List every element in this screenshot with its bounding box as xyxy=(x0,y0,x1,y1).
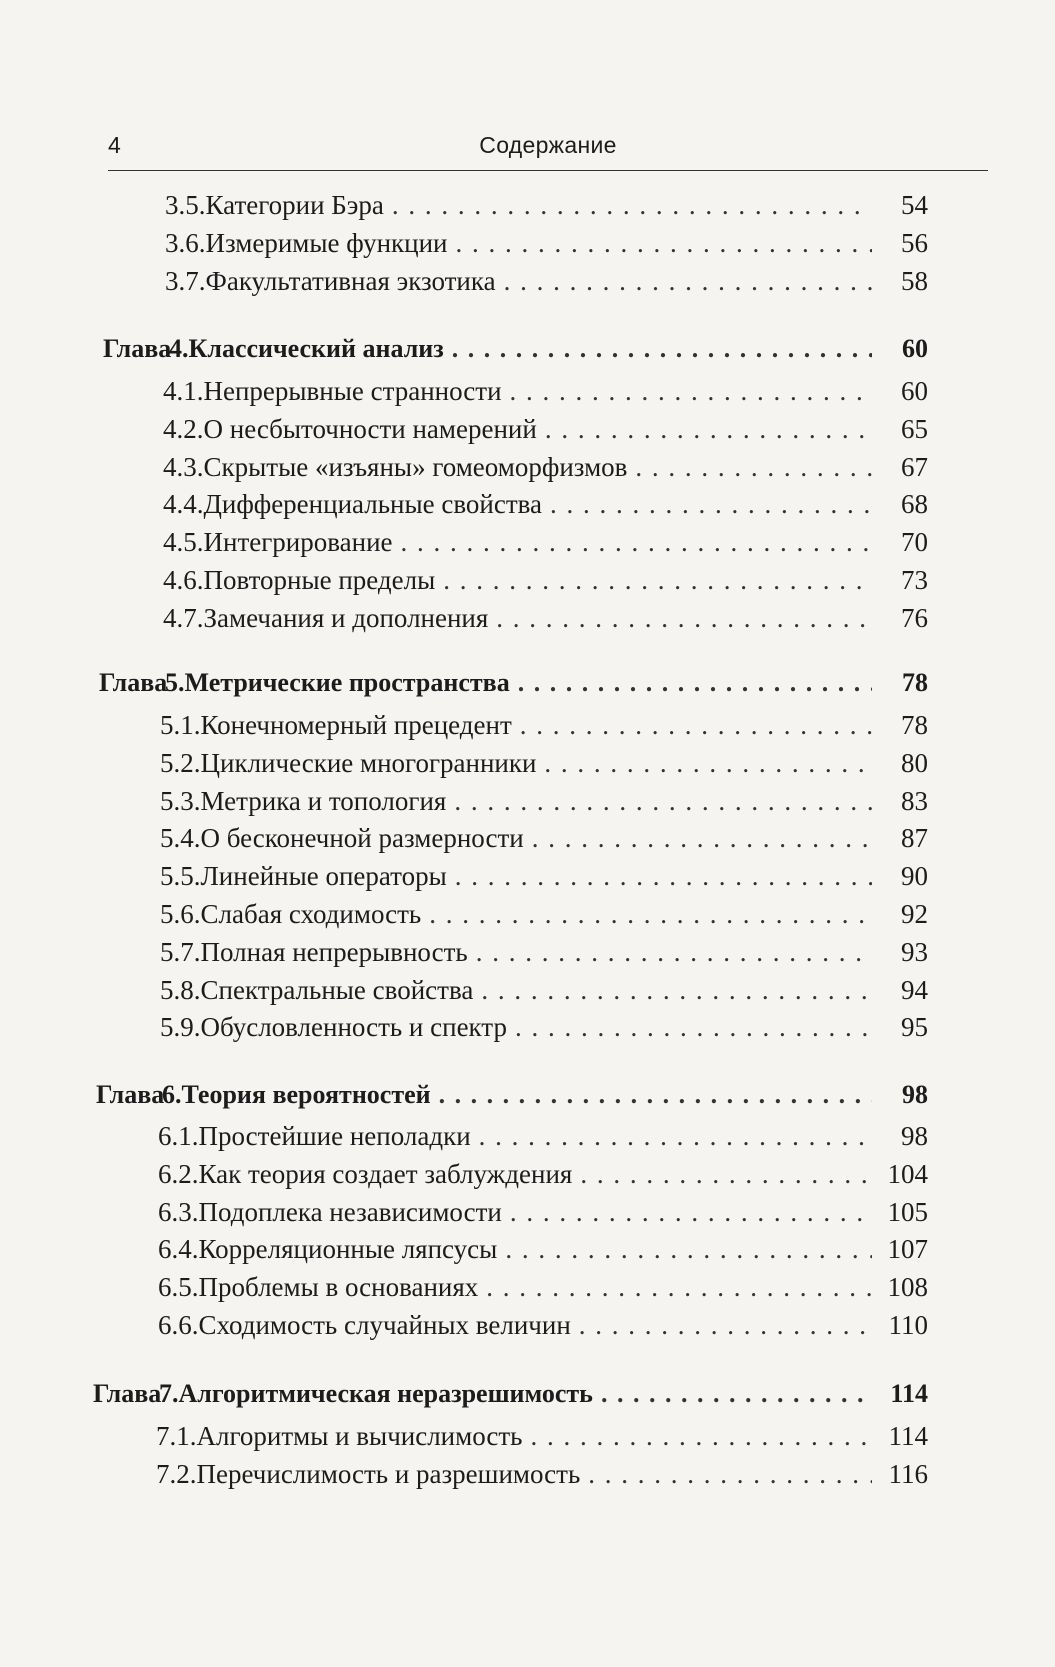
section-entry[interactable] xyxy=(165,190,928,226)
section-number: 5.6. xyxy=(160,899,201,929)
section-title: Сходимость случайных величин xyxy=(198,1310,571,1340)
dot-leader xyxy=(504,266,872,297)
section-entry[interactable] xyxy=(158,1234,928,1270)
dot-leader xyxy=(392,190,872,221)
section-entry[interactable] xyxy=(160,1012,928,1048)
section-entry[interactable] xyxy=(163,603,928,639)
section-entry[interactable] xyxy=(163,527,928,563)
section-page: 94 xyxy=(901,974,928,1005)
section-entry[interactable] xyxy=(163,452,928,488)
section-title: Скрытые «изъяны» гомеоморфизмов xyxy=(203,451,628,482)
section-page: 110 xyxy=(888,1310,928,1340)
section-title: Конечномерный прецедент xyxy=(200,710,512,740)
section-page: 78 xyxy=(901,710,928,740)
section-number: 6.5. xyxy=(158,1272,199,1303)
section-number: 3.7. xyxy=(165,265,206,296)
section-entry[interactable] xyxy=(163,489,928,525)
section-entry[interactable] xyxy=(160,899,928,935)
section-page: 92 xyxy=(901,899,928,929)
chapter-entry[interactable] xyxy=(103,334,928,370)
section-number: 4.6. xyxy=(163,565,204,595)
section-number: 5.8. xyxy=(160,974,201,1005)
section-number: 3.5. xyxy=(165,190,206,220)
dot-leader xyxy=(510,1197,872,1228)
section-title: О несбыточности намерений xyxy=(203,413,537,444)
section-title: Замечания и дополнения xyxy=(203,602,489,633)
section-title: Проблемы в основаниях xyxy=(198,1272,479,1303)
section-entry[interactable] xyxy=(160,975,928,1011)
chapter-title: Классический анализ xyxy=(188,334,444,363)
section-number: 7.2. xyxy=(156,1458,197,1489)
running-title: Содержание xyxy=(479,132,617,158)
section-number: 5.7. xyxy=(160,936,201,967)
section-number: 5.1. xyxy=(160,710,201,740)
section-title: Подоплека независимости xyxy=(198,1196,502,1227)
section-entry[interactable] xyxy=(160,861,928,897)
section-page: 116 xyxy=(888,1458,928,1489)
section-page: 58 xyxy=(901,265,928,296)
section-entry[interactable] xyxy=(160,937,928,973)
section-number: 4.2. xyxy=(163,413,204,444)
chapter-title: Теория вероятностей xyxy=(181,1080,431,1109)
section-entry[interactable] xyxy=(160,710,928,746)
section-title: Непрерывные странности xyxy=(203,376,502,406)
dot-leader xyxy=(510,376,872,407)
dot-leader xyxy=(505,1234,872,1265)
section-page: 98 xyxy=(901,1121,928,1151)
dot-leader xyxy=(454,786,872,817)
section-entry[interactable] xyxy=(158,1197,928,1233)
section-number: 5.2. xyxy=(160,747,201,778)
section-entry[interactable] xyxy=(163,565,928,601)
section-title: Дифференциальные свойства xyxy=(203,489,543,520)
section-page: 60 xyxy=(901,376,928,406)
dot-leader xyxy=(544,748,872,779)
section-entry[interactable] xyxy=(165,266,928,302)
section-page: 104 xyxy=(887,1158,928,1189)
dot-leader xyxy=(479,1121,872,1152)
section-title: Слабая сходимость xyxy=(200,899,422,929)
section-page: 67 xyxy=(901,451,928,482)
chapter-number: 7. xyxy=(159,1379,179,1408)
section-title: Как теория создает заблуждения xyxy=(198,1158,573,1189)
section-entry[interactable] xyxy=(158,1159,928,1195)
chapter-page: 78 xyxy=(902,668,928,697)
section-title: Алгоритмы и вычислимость xyxy=(196,1421,523,1451)
section-number: 6.2. xyxy=(158,1158,199,1189)
section-title: Измеримые функции xyxy=(205,227,448,258)
chapter-page: 98 xyxy=(902,1080,928,1109)
section-entry[interactable] xyxy=(158,1310,928,1346)
dot-leader xyxy=(518,668,872,698)
section-number: 4.1. xyxy=(163,376,204,406)
chapter-page: 114 xyxy=(890,1379,928,1408)
section-page: 56 xyxy=(901,227,928,258)
section-entry[interactable] xyxy=(160,748,928,784)
chapter-label: Глава xyxy=(96,1080,165,1109)
dot-leader xyxy=(579,1310,872,1341)
section-page: 73 xyxy=(901,565,928,595)
section-number: 7.1. xyxy=(156,1421,197,1451)
chapter-title: Алгоритмическая неразрешимость xyxy=(178,1379,593,1408)
section-title: Полная непрерывность xyxy=(200,936,468,967)
section-number: 5.9. xyxy=(160,1012,201,1043)
dot-leader xyxy=(588,1459,872,1490)
section-page: 108 xyxy=(887,1272,928,1303)
section-number: 6.1. xyxy=(158,1121,199,1151)
dot-leader xyxy=(530,1421,872,1452)
dot-leader xyxy=(443,565,872,596)
section-page: 93 xyxy=(901,936,928,967)
chapter-entry[interactable] xyxy=(96,1080,928,1116)
section-title: Спектральные свойства xyxy=(200,974,474,1005)
chapter-title: Метрические пространства xyxy=(184,668,510,697)
section-page: 114 xyxy=(888,1421,928,1451)
section-number: 4.3. xyxy=(163,451,204,482)
section-title: Перечислимость и разрешимость xyxy=(196,1458,581,1489)
section-page: 65 xyxy=(901,413,928,444)
section-page: 105 xyxy=(887,1196,928,1227)
section-page: 70 xyxy=(901,527,928,558)
section-number: 6.6. xyxy=(158,1310,199,1340)
section-entry[interactable] xyxy=(158,1121,928,1157)
section-entry[interactable] xyxy=(156,1459,928,1495)
section-title: Корреляционные ляпсусы xyxy=(198,1234,498,1265)
section-number: 4.7. xyxy=(163,602,204,633)
section-entry[interactable] xyxy=(165,228,928,264)
dot-leader xyxy=(401,527,872,558)
dot-leader xyxy=(601,1379,872,1409)
dot-leader xyxy=(515,1012,872,1043)
section-title: Метрика и топология xyxy=(200,785,447,816)
section-title: Циклические многогранники xyxy=(200,747,537,778)
chapter-label: Глава xyxy=(99,668,168,697)
dot-leader xyxy=(550,489,872,520)
section-number: 6.4. xyxy=(158,1234,199,1265)
dot-leader xyxy=(486,1272,872,1303)
dot-leader xyxy=(476,937,872,968)
section-entry[interactable] xyxy=(163,376,928,412)
dot-leader xyxy=(429,899,872,930)
section-title: Факультативная экзотика xyxy=(205,265,496,296)
chapter-number: 5. xyxy=(165,668,185,697)
dot-leader xyxy=(580,1159,872,1190)
section-number: 5.3. xyxy=(160,785,201,816)
section-number: 5.4. xyxy=(160,823,201,854)
section-number: 5.5. xyxy=(160,861,201,892)
section-title: Повторные пределы xyxy=(203,565,436,595)
section-page: 83 xyxy=(901,785,928,816)
section-number: 4.4. xyxy=(163,489,204,520)
dot-leader xyxy=(545,414,872,445)
dot-leader xyxy=(439,1080,872,1110)
section-entry[interactable] xyxy=(158,1272,928,1308)
section-page: 87 xyxy=(901,823,928,854)
section-number: 4.5. xyxy=(163,527,204,558)
chapter-entry[interactable] xyxy=(99,668,928,704)
chapter-page: 60 xyxy=(902,334,928,363)
section-page: 68 xyxy=(901,489,928,520)
section-entry[interactable] xyxy=(156,1421,928,1457)
dot-leader xyxy=(455,861,872,892)
section-title: Линейные операторы xyxy=(200,861,447,892)
chapter-number: 4. xyxy=(169,334,189,363)
chapter-number: 6. xyxy=(162,1080,182,1109)
chapter-label: Глава xyxy=(93,1379,162,1408)
section-page: 54 xyxy=(901,190,928,220)
section-page: 95 xyxy=(901,1012,928,1043)
section-title: Интегрирование xyxy=(203,527,393,558)
dot-leader xyxy=(532,823,872,854)
section-title: Простейшие неполадки xyxy=(198,1121,471,1151)
section-page: 90 xyxy=(901,861,928,892)
dot-leader xyxy=(496,603,872,634)
dot-leader xyxy=(635,452,872,483)
section-title: О бесконечной размерности xyxy=(200,823,524,854)
page-number: 4 xyxy=(108,132,121,158)
section-page: 107 xyxy=(887,1234,928,1265)
dot-leader xyxy=(452,334,872,364)
dot-leader xyxy=(520,710,872,741)
section-number: 6.3. xyxy=(158,1196,199,1227)
running-header xyxy=(108,128,988,171)
section-entry[interactable] xyxy=(163,414,928,450)
section-entry[interactable] xyxy=(160,823,928,859)
chapter-entry[interactable] xyxy=(93,1379,928,1415)
section-title: Категории Бэра xyxy=(205,190,384,220)
section-number: 3.6. xyxy=(165,227,206,258)
dot-leader xyxy=(456,228,873,259)
section-entry[interactable] xyxy=(160,786,928,822)
dot-leader xyxy=(481,975,872,1006)
section-page: 80 xyxy=(901,747,928,778)
section-title: Обусловленность и спектр xyxy=(200,1012,507,1043)
section-page: 76 xyxy=(901,602,928,633)
chapter-label: Глава xyxy=(103,334,172,363)
